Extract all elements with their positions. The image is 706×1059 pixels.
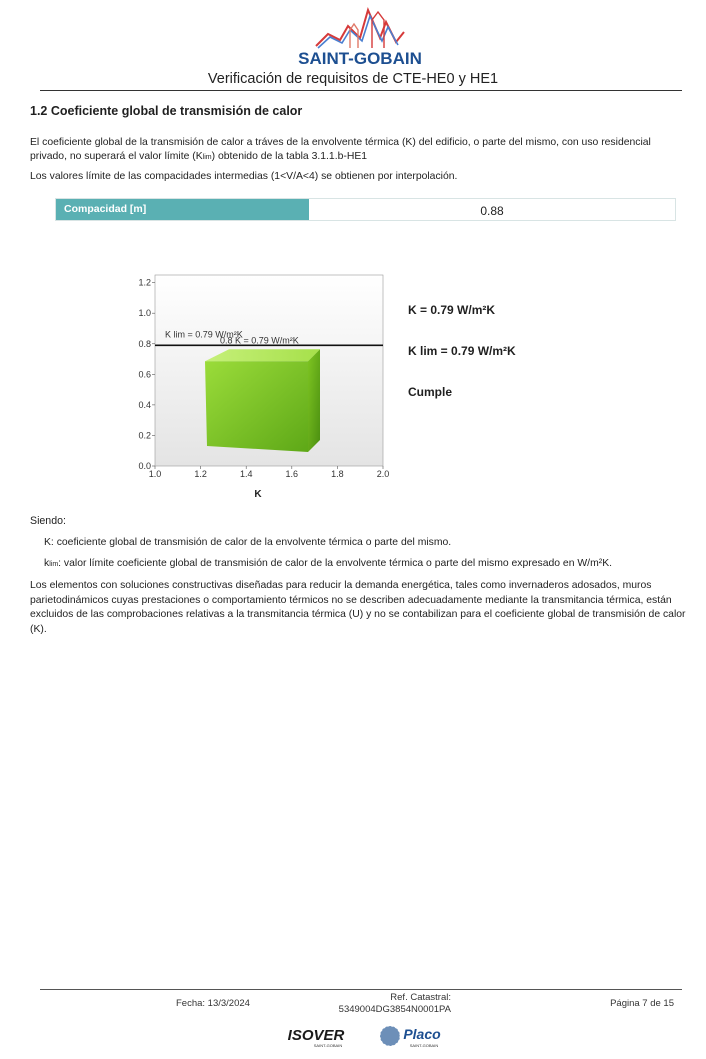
x-tick-label: 1.8 <box>331 469 344 479</box>
y-tick-label: 1.2 <box>138 277 151 288</box>
cadastral-label: Ref. Catastral: <box>390 992 451 1003</box>
y-tick-label: 1.0 <box>138 308 151 319</box>
klim-prefix: k <box>44 558 50 569</box>
definition-k: K: coeficiente global de transmisión de calor de la envolvente térmica o parte del mismo. <box>44 537 452 548</box>
y-tick-label: 0.4 <box>138 399 151 410</box>
placo-globe-icon <box>380 1026 400 1046</box>
section-heading: 1.2 Coeficiente global de transmisión de calor <box>30 104 303 118</box>
brand-text: SAINT-GOBAIN <box>298 49 422 68</box>
compliance-status: Cumple <box>408 385 453 399</box>
intro-text-a: El coeficiente global de la transmisión de calor a tráves de la envolvente térmica (K) del edificio, o parte del mismo, con uso residencial privado, no superará el valor límite (K <box>30 137 651 162</box>
exclusions-paragraph: Los elementos con soluciones constructivas diseñadas para reducir la demanda energética, tales como invernaderos adosados, muros parietodinámicos cuyas prestaciones o comportamiento térmicos no se describen adecuadamente mediante la transmitancia térmica, están excluidos de las comprobaciones relativas a la transmitancia térmica (U) y no se contabilizan para el coeficiente global de transmisión de calor (K). <box>30 580 686 635</box>
definition-k-lim <box>44 558 684 569</box>
cube-side-face <box>308 349 320 452</box>
lim-subscript: lim <box>202 154 212 161</box>
cube-front-face <box>205 361 308 452</box>
footer-divider <box>40 989 682 990</box>
isover-logo <box>284 1025 348 1049</box>
compactness-table-row <box>55 198 676 221</box>
y-tick-label: 0.8 <box>138 338 151 349</box>
interpolation-note: Los valores límite de las compacidades intermedias (1<V/A<4) se obtienen por interpolación. <box>30 171 458 182</box>
placo-subtext: SAINT-GOBAIN <box>409 1043 439 1048</box>
x-tick-label: 1.4 <box>239 469 253 479</box>
y-tick-label: 0.6 <box>138 369 151 380</box>
footer-date: Fecha: 13/3/2024 <box>176 998 250 1009</box>
saint-gobain-logo <box>288 4 432 68</box>
placo-logo <box>378 1022 448 1050</box>
footer-page-number: Página 7 de 15 <box>610 998 674 1009</box>
compactness-label: Compacidad [m] <box>56 199 309 220</box>
result-k-lim: K lim = 0.79 W/m²K <box>408 344 516 358</box>
klim-subscript: lim <box>49 561 59 568</box>
y-tick-label: 0.2 <box>138 430 151 441</box>
title-divider <box>40 90 682 91</box>
intro-text-b: ) obtenido de la tabla 3.1.1.b-HE1 <box>211 151 368 162</box>
x-axis-label: K <box>254 489 262 500</box>
isover-text: ISOVER <box>287 1027 345 1044</box>
footer-cadastral-ref <box>325 992 451 1014</box>
cadastral-value: 5349004DG3854N0001PA <box>338 1004 451 1014</box>
k-bar-cube <box>205 349 320 452</box>
intro-paragraph <box>30 136 680 165</box>
k-annotation: 0.8 K = 0.79 W/m²K <box>220 335 299 346</box>
result-k: K = 0.79 W/m²K <box>408 303 496 317</box>
y-tick-label: 0.0 <box>138 461 151 471</box>
compactness-value: 0.88 <box>480 204 504 218</box>
report-title: Verificación de requisitos de CTE-HE0 y HE1 <box>207 71 499 87</box>
isover-subtext: SAINT-GOBAIN <box>313 1043 343 1048</box>
x-tick-label: 1.6 <box>285 469 299 479</box>
placo-text: Placo <box>403 1026 441 1042</box>
k-lim-annotation: K lim = 0.79 W/m²K <box>165 329 243 340</box>
x-tick-label: 2.0 <box>376 469 390 479</box>
klim-definition-text: : valor límite coeficiente global de transmisión de calor de la envolvente térmica o parte del mismo expresado en W/m²K. <box>58 558 613 569</box>
x-tick-label: 1.0 <box>148 469 162 479</box>
definitions-heading: Siendo: <box>30 515 66 527</box>
k-chart <box>120 270 400 510</box>
x-tick-label: 1.2 <box>194 469 207 479</box>
